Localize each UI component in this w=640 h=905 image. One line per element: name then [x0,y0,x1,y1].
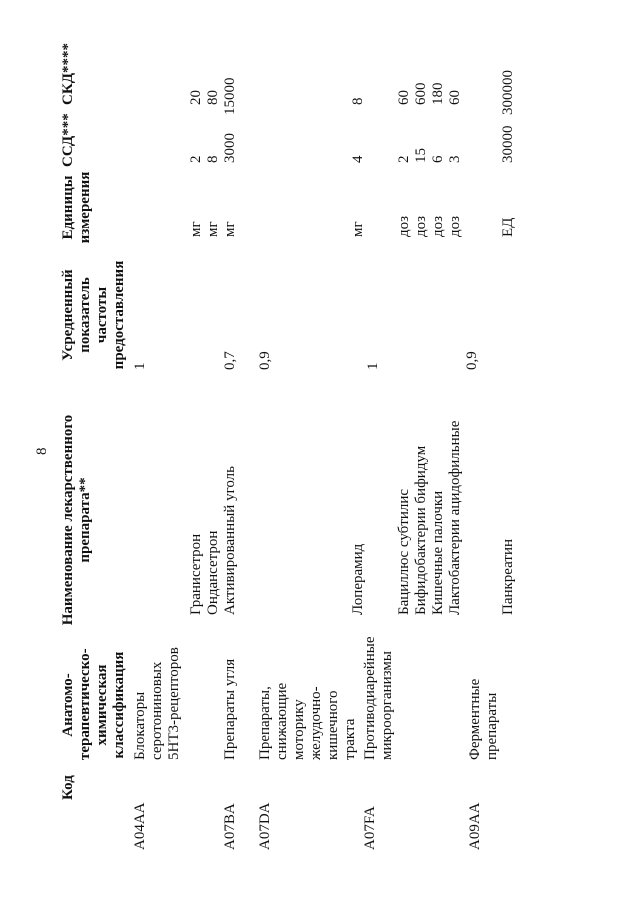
drug-unit: мг [188,221,204,237]
drug-ssd: 15 [413,148,429,163]
row-atc-class: Противодиарейные микроорганизмы [362,636,395,760]
drug-unit: доз [396,215,412,237]
row-frequency: 0,9 [257,351,273,370]
drug-name: Активированный уголь [222,466,238,615]
row-frequency: 0,9 [464,351,480,370]
drug-skd: 8 [350,97,366,105]
drug-name: Кишечные палочки [430,490,446,615]
header-units: Единицы измерения [60,171,93,244]
drug-ssd: 2 [396,155,412,163]
row-atc-class: Препараты, снижающие моторику желудочно-кишечного тракта [257,682,358,760]
drug-unit: мг [205,221,221,237]
row-code: A04AA [132,802,148,850]
header-code: Код [60,775,76,800]
drug-unit: мг [222,221,238,237]
row-frequency: 1 [365,362,381,370]
drug-skd: 20 [188,90,204,105]
row-code: A09AA [467,802,483,850]
drug-skd: 180 [430,82,446,105]
row-frequency: 1 [132,362,148,370]
drug-unit: доз [447,215,463,237]
drug-skd: 600 [413,82,429,105]
row-code: A07BA [222,803,238,850]
row-frequency: 0,7 [222,351,238,370]
header-frequency: Усредненный показатель частоты предоставления [60,260,127,370]
header-ssd: ССД*** [60,113,76,167]
drug-unit: ЕД [500,217,516,237]
drug-ssd: 3 [447,155,463,163]
drug-ssd: 6 [430,155,446,163]
drug-name: Панкреатин [500,538,516,615]
drug-ssd: 4 [350,155,366,163]
drug-name: Лактобактерии ацидофильные [447,420,463,615]
drug-name: Ондансетрон [205,530,221,615]
drug-unit: доз [413,215,429,237]
drug-skd: 60 [447,90,463,105]
drug-name: Гранисетрон [188,533,204,615]
drug-ssd: 8 [205,155,221,163]
drug-ssd: 2 [188,155,204,163]
drug-skd: 80 [205,90,221,105]
drug-name: Бациллюс субтилис [396,488,412,615]
row-atc-class: Ферментные препараты [467,678,500,760]
drug-skd: 15000 [222,77,238,115]
page-number: 8 [34,447,50,455]
row-atc-class: Блокаторы серотониновых 5HT3-рецепторов [132,647,182,760]
row-atc-class: Препараты угля [222,658,238,760]
drug-unit: доз [430,215,446,237]
header-atc: Анатомо-терапевтическо-химическая классификация [60,648,127,760]
drug-name: Бифидобактерии бифидум [413,445,429,615]
header-drug-name: Наименование лекарственного препарата** [60,414,93,626]
row-code: A07DA [257,802,273,850]
drug-skd: 300000 [500,70,516,115]
drug-ssd: 30000 [500,125,516,163]
drug-name: Лоперамид [350,543,366,615]
drug-skd: 60 [396,90,412,105]
drug-ssd: 3000 [222,133,238,163]
drug-unit: мг [350,221,366,237]
header-skd: СКД**** [60,42,76,105]
row-code: A07FA [362,806,378,850]
